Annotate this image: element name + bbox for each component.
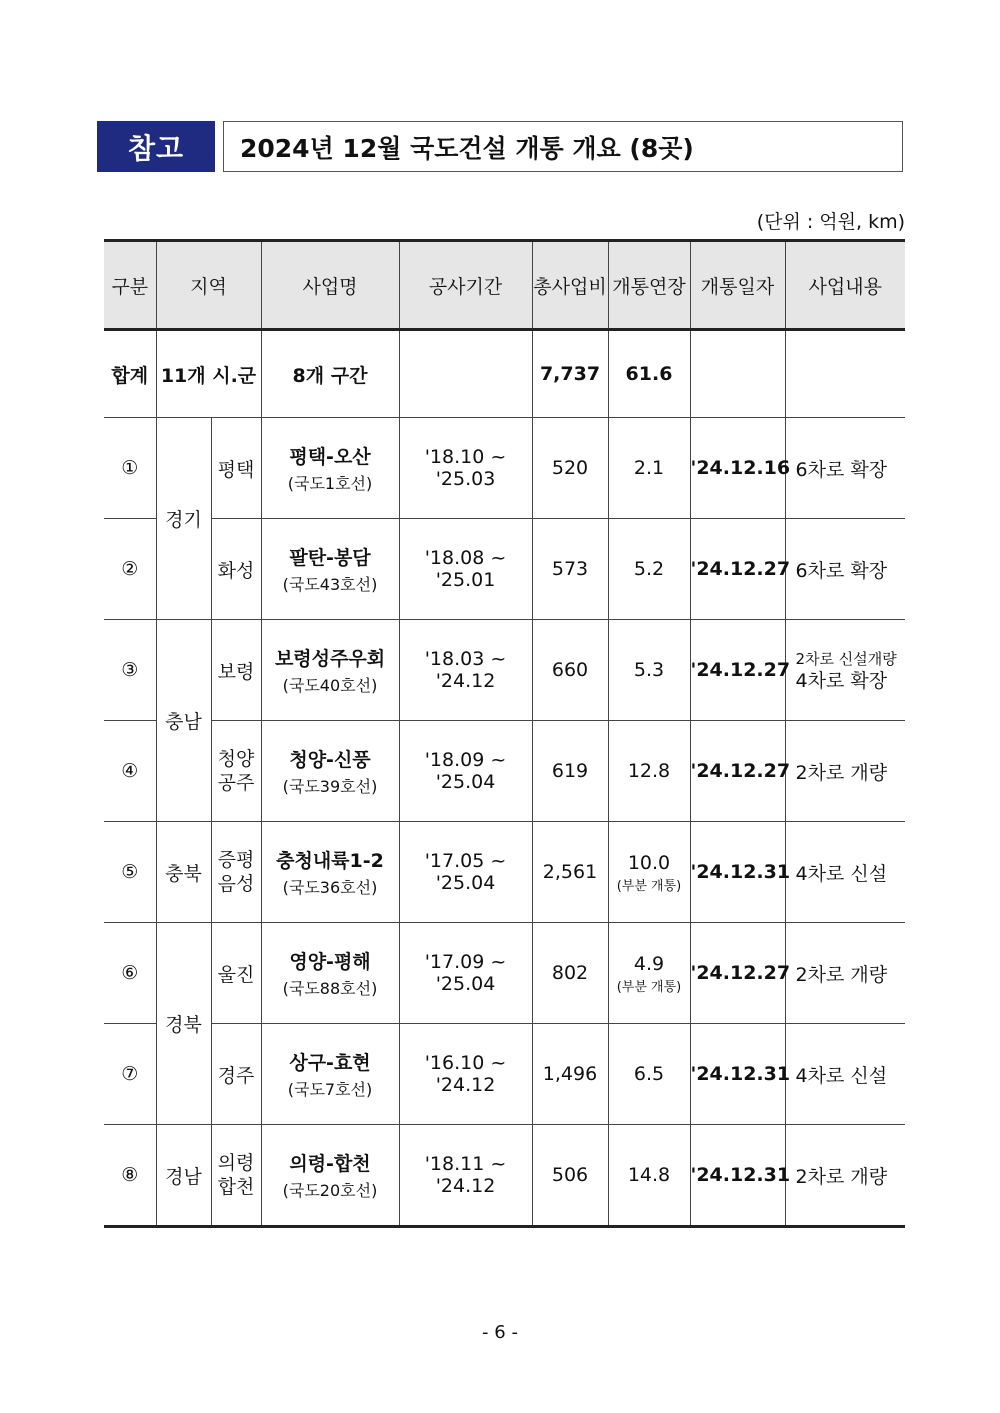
row-number: ⑥ [104, 923, 156, 1024]
city-line-1: 청양 [217, 748, 255, 770]
city: 울진 [211, 923, 261, 1024]
project-name: 팔탄-봉담 [289, 547, 371, 569]
period: '18.03 ~ '24.12 [399, 620, 532, 721]
province: 경남 [156, 1125, 211, 1227]
description: 4차로 신설 [785, 1024, 905, 1125]
project-cell [261, 721, 399, 822]
description-line-2: 4차로 확장 [795, 669, 888, 692]
table-row [104, 1125, 905, 1227]
table-row [104, 418, 905, 519]
project-route: (국도88호선) [282, 979, 378, 998]
table-row [104, 620, 905, 721]
total-region: 11개 시.군 [156, 330, 261, 418]
col-header-period: 공사기간 [399, 241, 532, 330]
row-number: ② [104, 519, 156, 620]
length: 14.8 [608, 1125, 690, 1227]
total-length: 61.6 [608, 330, 690, 418]
project-name: 충청내륙1-2 [276, 850, 384, 872]
open-date: '24.12.27 [690, 721, 785, 822]
opening-overview-table [104, 239, 905, 1228]
project-name: 의령-합천 [289, 1153, 371, 1175]
cost: 2,561 [532, 822, 608, 923]
project-route: (국도1호선) [287, 474, 373, 493]
description: 6차로 확장 [785, 519, 905, 620]
length: 5.3 [608, 620, 690, 721]
project-cell [261, 418, 399, 519]
period: '18.10 ~ '25.03 [399, 418, 532, 519]
description [785, 620, 905, 721]
project-name: 영양-평해 [289, 951, 371, 973]
row-number: ⑦ [104, 1024, 156, 1125]
city: 경주 [211, 1024, 261, 1125]
open-date: '24.12.27 [690, 620, 785, 721]
project-cell [261, 822, 399, 923]
project-name: 청양-신풍 [289, 749, 371, 771]
page-number: - 6 - [482, 1322, 518, 1343]
total-row [104, 330, 905, 418]
project-route: (국도20호선) [282, 1181, 378, 1200]
total-cost: 7,737 [532, 330, 608, 418]
unit-note: (단위 : 억원, km) [756, 211, 905, 233]
cost: 619 [532, 721, 608, 822]
period: '18.09 ~ '25.04 [399, 721, 532, 822]
open-date: '24.12.27 [690, 519, 785, 620]
open-date: '24.12.31 [690, 1024, 785, 1125]
period: '17.05 ~ '25.04 [399, 822, 532, 923]
table-row [104, 923, 905, 1024]
description: 4차로 신설 [785, 822, 905, 923]
project-route: (국도40호선) [282, 676, 378, 695]
cost: 573 [532, 519, 608, 620]
length-value: 10.0 [627, 851, 671, 874]
period: '18.11 ~ '24.12 [399, 1125, 532, 1227]
open-date: '24.12.31 [690, 822, 785, 923]
total-description [785, 330, 905, 418]
table-row [104, 519, 905, 620]
length: 6.5 [608, 1024, 690, 1125]
col-header-description: 사업내용 [785, 241, 905, 330]
open-date: '24.12.31 [690, 1125, 785, 1227]
length-note: (부분 개통) [616, 979, 682, 995]
open-date: '24.12.27 [690, 923, 785, 1024]
total-name: 8개 구간 [261, 330, 399, 418]
city-line-2: 합천 [217, 1176, 255, 1198]
length: 12.8 [608, 721, 690, 822]
period: '16.10 ~ '24.12 [399, 1024, 532, 1125]
period: '18.08 ~ '25.01 [399, 519, 532, 620]
province: 경기 [156, 418, 211, 620]
col-header-region: 지역 [156, 241, 261, 330]
col-header-category: 구분 [104, 241, 156, 330]
cost: 506 [532, 1125, 608, 1227]
province: 충남 [156, 620, 211, 822]
table-row [104, 822, 905, 923]
project-cell [261, 620, 399, 721]
total-label: 합계 [104, 330, 156, 418]
col-header-cost: 총사업비 [532, 241, 608, 330]
province: 경북 [156, 923, 211, 1125]
length-note: (부분 개통) [616, 878, 682, 894]
row-number: ③ [104, 620, 156, 721]
description: 6차로 확장 [785, 418, 905, 519]
province: 충북 [156, 822, 211, 923]
length: 2.1 [608, 418, 690, 519]
description: 2차로 개량 [785, 923, 905, 1024]
description: 2차로 개량 [785, 1125, 905, 1227]
row-number: ① [104, 418, 156, 519]
project-name: 보령성주우회 [274, 648, 386, 670]
row-number: ⑤ [104, 822, 156, 923]
city-line-1: 의령 [217, 1152, 255, 1174]
length: 5.2 [608, 519, 690, 620]
city: 보령 [211, 620, 261, 721]
cost: 520 [532, 418, 608, 519]
project-cell [261, 923, 399, 1024]
total-period [399, 330, 532, 418]
col-header-length: 개통연장 [608, 241, 690, 330]
project-route: (국도36호선) [282, 878, 378, 897]
length [608, 923, 690, 1024]
project-route: (국도43호선) [282, 575, 378, 594]
open-date: '24.12.16 [690, 418, 785, 519]
table-row [104, 721, 905, 822]
length-value: 4.9 [633, 952, 665, 975]
city: 화성 [211, 519, 261, 620]
cost: 660 [532, 620, 608, 721]
city: 평택 [211, 418, 261, 519]
reference-badge: 참고 [97, 121, 215, 172]
table-row [104, 1024, 905, 1125]
description-line-1: 2차로 신설개량 [795, 649, 897, 668]
city-line-2: 공주 [217, 772, 255, 794]
total-date [690, 330, 785, 418]
cost: 1,496 [532, 1024, 608, 1125]
document-title [223, 121, 903, 172]
project-cell [261, 1125, 399, 1227]
col-header-date: 개통일자 [690, 241, 785, 330]
project-route: (국도39호선) [282, 777, 378, 796]
project-cell [261, 519, 399, 620]
city [211, 721, 261, 822]
project-route: (국도7호선) [287, 1080, 373, 1099]
col-header-project: 사업명 [261, 241, 399, 330]
row-number: ⑧ [104, 1125, 156, 1227]
cost: 802 [532, 923, 608, 1024]
city [211, 822, 261, 923]
project-name: 상구-효현 [289, 1052, 371, 1074]
project-cell [261, 1024, 399, 1125]
city [211, 1125, 261, 1227]
row-number: ④ [104, 721, 156, 822]
project-name: 평택-오산 [289, 446, 371, 468]
period: '17.09 ~ '25.04 [399, 923, 532, 1024]
table-header-row [104, 241, 905, 330]
city-line-2: 음성 [217, 873, 255, 895]
description: 2차로 개량 [785, 721, 905, 822]
city-line-1: 증평 [217, 849, 255, 871]
document-title-text: 2024년 12월 국도건설 개통 개요 (8곳) [240, 133, 694, 163]
length [608, 822, 690, 923]
